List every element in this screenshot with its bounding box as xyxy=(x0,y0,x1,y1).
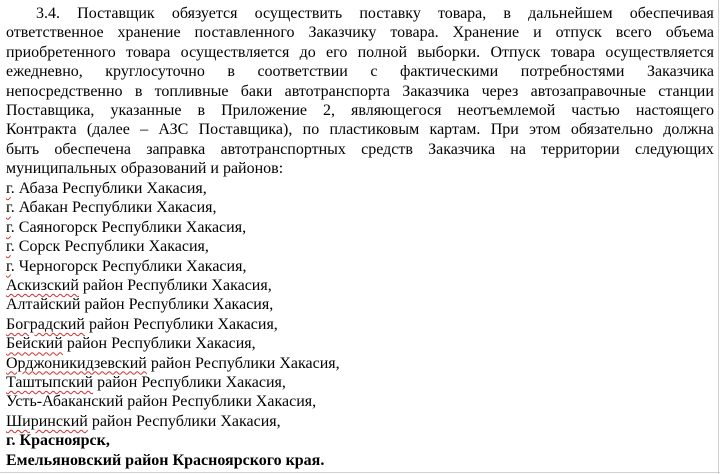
word: хранение xyxy=(117,24,181,42)
word: быть xyxy=(6,140,40,158)
list-item xyxy=(6,412,606,431)
word: частью xyxy=(571,102,620,120)
list-item xyxy=(6,257,606,276)
word: фактическими xyxy=(399,63,499,81)
word: 2, xyxy=(323,102,336,120)
list-item xyxy=(6,373,606,392)
word: АЗС xyxy=(158,121,189,139)
list-item xyxy=(6,237,606,256)
list-item xyxy=(6,218,606,237)
word: поставку xyxy=(359,5,421,22)
word: указанные xyxy=(110,102,182,120)
list-item-text: . Абакан Республики Хакасия, xyxy=(10,199,217,217)
word: этом xyxy=(529,121,561,139)
list-item-text: . Черногорск Республики Хакасия, xyxy=(10,257,247,275)
word: товара. xyxy=(390,24,439,42)
list-item xyxy=(6,354,606,373)
paragraph-line xyxy=(6,140,714,159)
word: средств xyxy=(361,140,413,158)
word: следующих xyxy=(634,140,714,158)
word: до xyxy=(299,43,316,61)
list-item-bold: г. Красноярск, xyxy=(6,432,110,450)
word: обязуется xyxy=(171,5,238,22)
paragraph-line xyxy=(6,120,714,139)
word: топливные xyxy=(154,82,229,100)
paragraph-line xyxy=(6,43,714,62)
territory-list xyxy=(6,179,606,470)
word: приобретенного xyxy=(6,43,116,61)
word: товара xyxy=(126,43,171,61)
word: Приложение xyxy=(221,102,307,120)
word: объема xyxy=(665,24,714,42)
list-item-text: район Республики Хакасия, xyxy=(62,335,256,353)
word: станции xyxy=(658,82,714,100)
word: Поставщик xyxy=(77,5,155,22)
word: баки xyxy=(240,82,273,100)
word: Контракта xyxy=(6,121,77,139)
word: – xyxy=(140,121,149,139)
word: автотранспортных xyxy=(220,140,346,158)
list-item xyxy=(6,198,606,217)
list-item-text: район Республики Хакасия, xyxy=(87,412,281,430)
list-item-text: район Республики Хакасия, xyxy=(146,354,340,372)
word: заправка xyxy=(146,140,206,158)
list-item-text: . Саяногорск Республики Хакасия, xyxy=(10,218,247,236)
list-item xyxy=(6,334,606,353)
word: всего xyxy=(615,24,652,42)
list-item-text: . Сорск Республики Хакасия, xyxy=(10,238,209,256)
spellcheck-word: Боградский xyxy=(6,315,85,333)
word: в xyxy=(197,102,206,120)
word: автотранспорта xyxy=(284,82,391,100)
word: Заказчика xyxy=(402,82,470,100)
list-item xyxy=(6,276,606,295)
list-item-text: район Республики Хакасия, xyxy=(78,277,272,295)
word: круглосуточно xyxy=(105,63,205,81)
word: неотъемлемой xyxy=(457,102,556,120)
word: (далее xyxy=(86,121,130,139)
word: Поставщика), xyxy=(198,121,293,139)
word: в xyxy=(503,5,511,22)
spellcheck-word: г xyxy=(6,238,11,256)
word: обеспечена xyxy=(54,140,131,158)
word: должна xyxy=(663,121,714,139)
word: поставленного xyxy=(194,24,295,42)
word: через xyxy=(481,82,519,100)
word: пластиковым xyxy=(329,121,420,139)
spellcheck-word: Таштыпский xyxy=(6,374,94,392)
word: являющегося xyxy=(351,102,442,120)
word: его xyxy=(326,43,348,61)
word: непосредственно xyxy=(6,82,123,100)
list-item xyxy=(6,392,606,411)
word: в xyxy=(134,82,143,100)
word: Заказчика xyxy=(428,140,496,158)
paragraph-line xyxy=(6,4,714,23)
word: дальнейшем xyxy=(528,5,613,22)
paragraph-line: муниципальных образований и районов: xyxy=(6,160,284,178)
word: картам. xyxy=(429,121,481,139)
word: и xyxy=(533,24,542,42)
list-item xyxy=(6,295,606,314)
spellcheck-word: Орджоникидзевский xyxy=(6,354,147,372)
paragraph-line xyxy=(6,101,714,120)
contract-paragraph xyxy=(6,4,714,179)
list-item-text: район Республики Хакасия, xyxy=(93,374,286,392)
word: Хранение xyxy=(452,24,520,42)
list-item-text: Алтайский район Республики Хакасия, xyxy=(6,296,274,314)
word: в xyxy=(227,63,235,81)
word: Отпуск xyxy=(490,43,541,61)
spellcheck-word: г xyxy=(6,180,11,197)
word: Поставщика, xyxy=(6,102,95,120)
word: соответствии xyxy=(257,63,348,81)
word: осуществляется xyxy=(180,43,290,61)
list-item xyxy=(6,179,606,198)
spellcheck-word: Ширинский xyxy=(6,412,88,430)
list-item-text: район Республики Хакасия, xyxy=(85,315,278,333)
word: ответственное xyxy=(6,24,104,42)
word: полной xyxy=(357,43,408,61)
word: выборки. xyxy=(417,43,481,61)
spellcheck-word: г xyxy=(6,199,11,217)
spellcheck-word: г xyxy=(6,218,11,236)
word: Заказчику xyxy=(308,24,377,42)
word: товара xyxy=(550,43,596,61)
word: товара, xyxy=(437,5,487,22)
word: территории xyxy=(541,140,620,158)
list-item xyxy=(6,315,606,334)
word: 3.4. xyxy=(36,5,60,22)
list-item-bold: Емельяновский район Красноярского края. xyxy=(6,451,325,469)
spellcheck-word: г xyxy=(6,257,11,275)
word: При xyxy=(490,121,519,139)
word: осуществляется xyxy=(605,43,714,61)
list-item-text: Усть-Абаканский район Республики Хакасия, xyxy=(6,393,317,411)
word: на xyxy=(510,140,526,158)
word: по xyxy=(302,121,320,139)
page-edge-bottom xyxy=(0,472,720,473)
word: с xyxy=(370,63,378,81)
word: осуществить xyxy=(254,5,343,22)
word: настоящего xyxy=(635,102,714,120)
paragraph-line xyxy=(6,62,714,81)
paragraph-line xyxy=(6,82,714,101)
word: отпуск xyxy=(555,24,602,42)
word: обеспечивая xyxy=(629,5,714,22)
word: автозаправочные xyxy=(530,82,646,100)
word: ежедневно, xyxy=(6,63,83,81)
word: Заказчика xyxy=(646,63,714,81)
word: потребностями xyxy=(520,63,625,81)
paragraph-line xyxy=(6,23,714,42)
page-edge-right xyxy=(718,0,719,474)
list-item-text: . Абаза Республики Хакасия, xyxy=(10,180,207,197)
spellcheck-word: Аскизский xyxy=(6,277,79,295)
spellcheck-word: Бейский xyxy=(6,335,63,353)
word: обязательно xyxy=(570,121,653,139)
